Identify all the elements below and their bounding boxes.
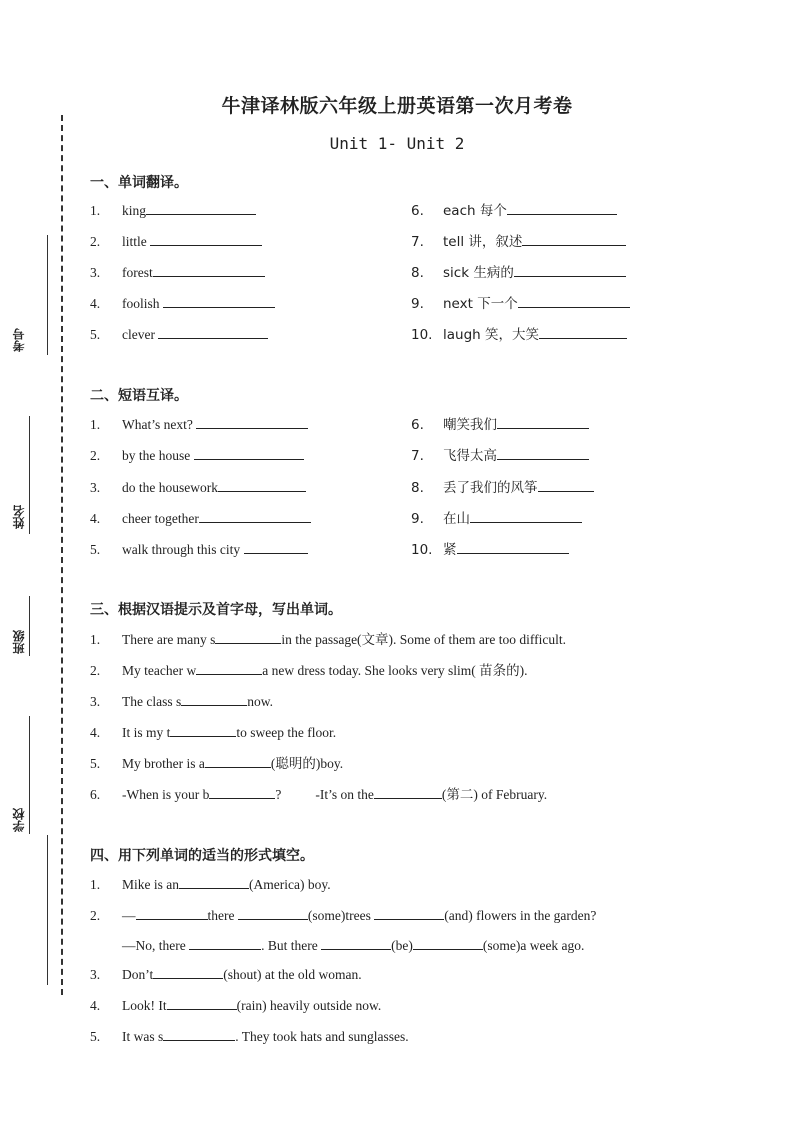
answer-blank[interactable] xyxy=(209,786,275,799)
answer-blank[interactable] xyxy=(163,295,275,308)
answer-blank[interactable] xyxy=(150,233,262,246)
answer-blank[interactable] xyxy=(514,264,626,277)
answer-blank[interactable] xyxy=(194,447,304,460)
answer-blank[interactable] xyxy=(136,907,208,920)
answer-blank[interactable] xyxy=(218,479,306,492)
answer-blank[interactable] xyxy=(244,541,308,554)
answer-blank[interactable] xyxy=(374,786,442,799)
answer-blank[interactable] xyxy=(179,876,249,889)
answer-blank[interactable] xyxy=(457,541,569,554)
answer-blank[interactable] xyxy=(507,202,617,215)
answer-blank[interactable] xyxy=(413,937,483,950)
answer-blank[interactable] xyxy=(497,447,589,460)
sidebar-label-name: 姓名 xyxy=(12,505,26,529)
answer-blank[interactable] xyxy=(238,907,308,920)
answer-blank[interactable] xyxy=(518,295,630,308)
answer-blank[interactable] xyxy=(158,326,268,339)
section-heading-word-translation: 一、单词翻译。 xyxy=(90,175,188,191)
answer-blank[interactable] xyxy=(189,937,261,950)
answer-blank[interactable] xyxy=(205,755,271,768)
sidebar-label-exam-number: 考号 xyxy=(12,328,26,352)
answer-blank[interactable] xyxy=(196,416,308,429)
answer-blank[interactable] xyxy=(181,693,247,706)
answer-blank[interactable] xyxy=(470,510,582,523)
page-subtitle: Unit 1- Unit 2 xyxy=(329,134,465,153)
answer-blank[interactable] xyxy=(522,233,626,246)
binding-dotted-line xyxy=(61,115,63,995)
sidebar-label-school: 学校 xyxy=(12,808,26,832)
answer-blank[interactable] xyxy=(199,510,311,523)
answer-blank[interactable] xyxy=(539,326,627,339)
answer-blank[interactable] xyxy=(153,264,265,277)
section-heading-phrase-translation: 二、短语互译。 xyxy=(90,388,188,404)
sidebar-label-class: 班级 xyxy=(12,630,26,654)
page-title: 牛津译林版六年级上册英语第一次月考卷 xyxy=(221,95,573,117)
answer-blank[interactable] xyxy=(497,416,589,429)
answer-blank[interactable] xyxy=(374,907,444,920)
answer-blank[interactable] xyxy=(196,662,262,675)
answer-blank[interactable] xyxy=(146,202,256,215)
answer-blank[interactable] xyxy=(321,937,391,950)
answer-blank[interactable] xyxy=(153,966,223,979)
section-heading-word-forms: 四、用下列单词的适当的形式填空。 xyxy=(90,848,314,864)
section-heading-fill-first-letter: 三、根据汉语提示及首字母，写出单词。 xyxy=(90,602,342,618)
sidebar-rule xyxy=(47,835,48,985)
answer-blank[interactable] xyxy=(163,1028,235,1041)
answer-blank[interactable] xyxy=(215,631,281,644)
answer-blank[interactable] xyxy=(170,724,236,737)
answer-blank[interactable] xyxy=(167,997,237,1010)
answer-blank[interactable] xyxy=(538,479,594,492)
